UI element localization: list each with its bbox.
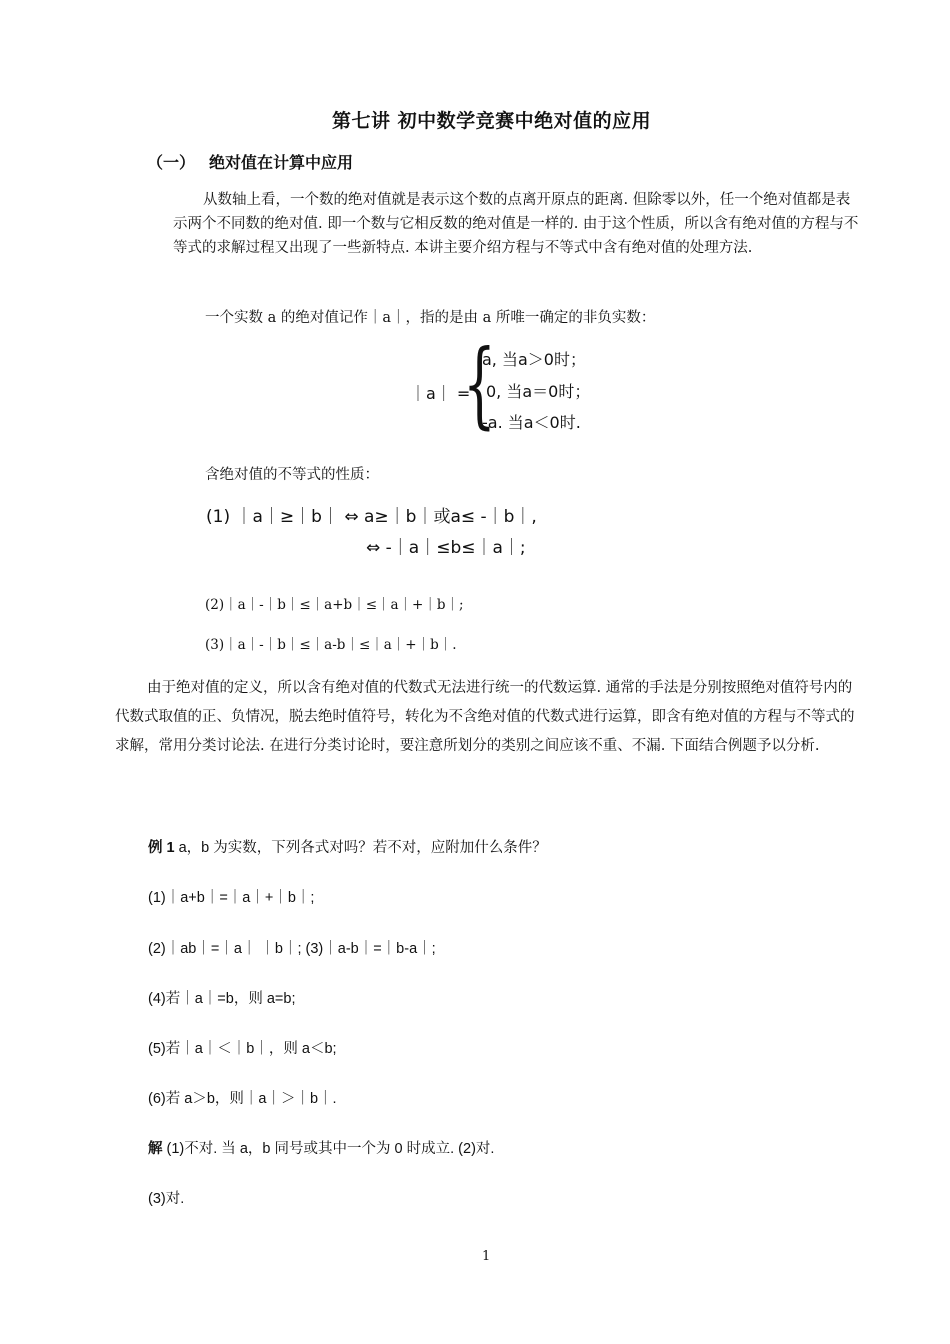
- definition-case: -a. 当a＜0时.: [482, 413, 581, 432]
- section-title: 绝对值在计算中应用: [209, 153, 354, 172]
- property-3: (3)｜a｜-｜b｜≤｜a-b｜≤｜a｜+｜b｜.: [205, 637, 457, 653]
- example-item: (1)｜a+b｜=｜a｜+｜b｜;: [148, 890, 315, 906]
- example-item: (2)｜ab｜=｜a｜ ｜b｜; (3)｜a-b｜=｜b-a｜;: [148, 941, 436, 957]
- definition-case: 0, 当a＝0时；: [486, 382, 591, 401]
- example-item: (4)若｜a｜=b，则 a=b;: [148, 991, 296, 1007]
- definition-intro: 一个实数 a 的绝对值记作｜a｜，指的是由 a 所唯一确定的非负实数：: [205, 310, 656, 326]
- property-1-line-1: (1) ｜a｜≥｜b｜ ⇔ a≥｜b｜或a≤ -｜b｜,: [206, 507, 537, 527]
- left-brace-icon: {: [463, 330, 496, 439]
- definition-lhs: ｜a｜ =: [410, 384, 471, 403]
- solution-text: (1)不对. 当 a，b 同号或其中一个为 0 时成立. (2)对.: [162, 1141, 495, 1157]
- example-item: (6)若 a＞b，则｜a｜＞｜b｜.: [148, 1091, 337, 1107]
- page-title: 第七讲 初中数学竞赛中绝对值的应用: [332, 110, 652, 132]
- page-number: 1: [482, 1249, 491, 1264]
- solution-line-2: (3)对.: [148, 1191, 185, 1207]
- properties-intro: 含绝对值的不等式的性质：: [205, 467, 379, 483]
- section-number: （一）: [147, 153, 196, 172]
- intro-paragraph: 从数轴上看，一个数的绝对值就是表示这个数的点离开原点的距离. 但除零以外，任一个绝对值都是表示两个不同数的绝对值. 即一个数与它相反数的绝对值是一样的. 由于这个性质，所以含有绝对值的方程与不等式的求解过程又出现了一些新特点. 本讲主要介绍方程与不等式中含有绝对值的处理方法.: [173, 192, 859, 256]
- example-label: 例 1: [148, 840, 175, 856]
- example-question-text: a，b 为实数，下列各式对吗？若不对，应附加什么条件？: [174, 840, 547, 856]
- property-1-line-2: ⇔ -｜a｜≤b≤｜a｜;: [366, 538, 526, 558]
- method-paragraph: 由于绝对值的定义，所以含有绝对值的代数式无法进行统一的代数运算. 通常的手法是分别按照绝对值符号内的代数式取值的正、负情况，脱去绝时值符号，转化为不含绝对值的代数式进行运算，即含有绝对值的方程与不等式的求解，常用分类讨论法. 在进行分类讨论时，要注意所划分的类别之间应该不重、不漏. 下面结合例题予以分析.: [115, 680, 855, 754]
- solution-label: 解: [148, 1141, 163, 1157]
- example-1-question: [148, 836, 547, 857]
- definition-case: a, 当a＞0时；: [482, 350, 586, 369]
- solution-line-1: [148, 1137, 494, 1158]
- property-2: (2)｜a｜-｜b｜≤｜a+b｜≤｜a｜+｜b｜;: [205, 597, 464, 613]
- example-item: (5)若｜a｜＜｜b｜，则 a＜b;: [148, 1041, 337, 1057]
